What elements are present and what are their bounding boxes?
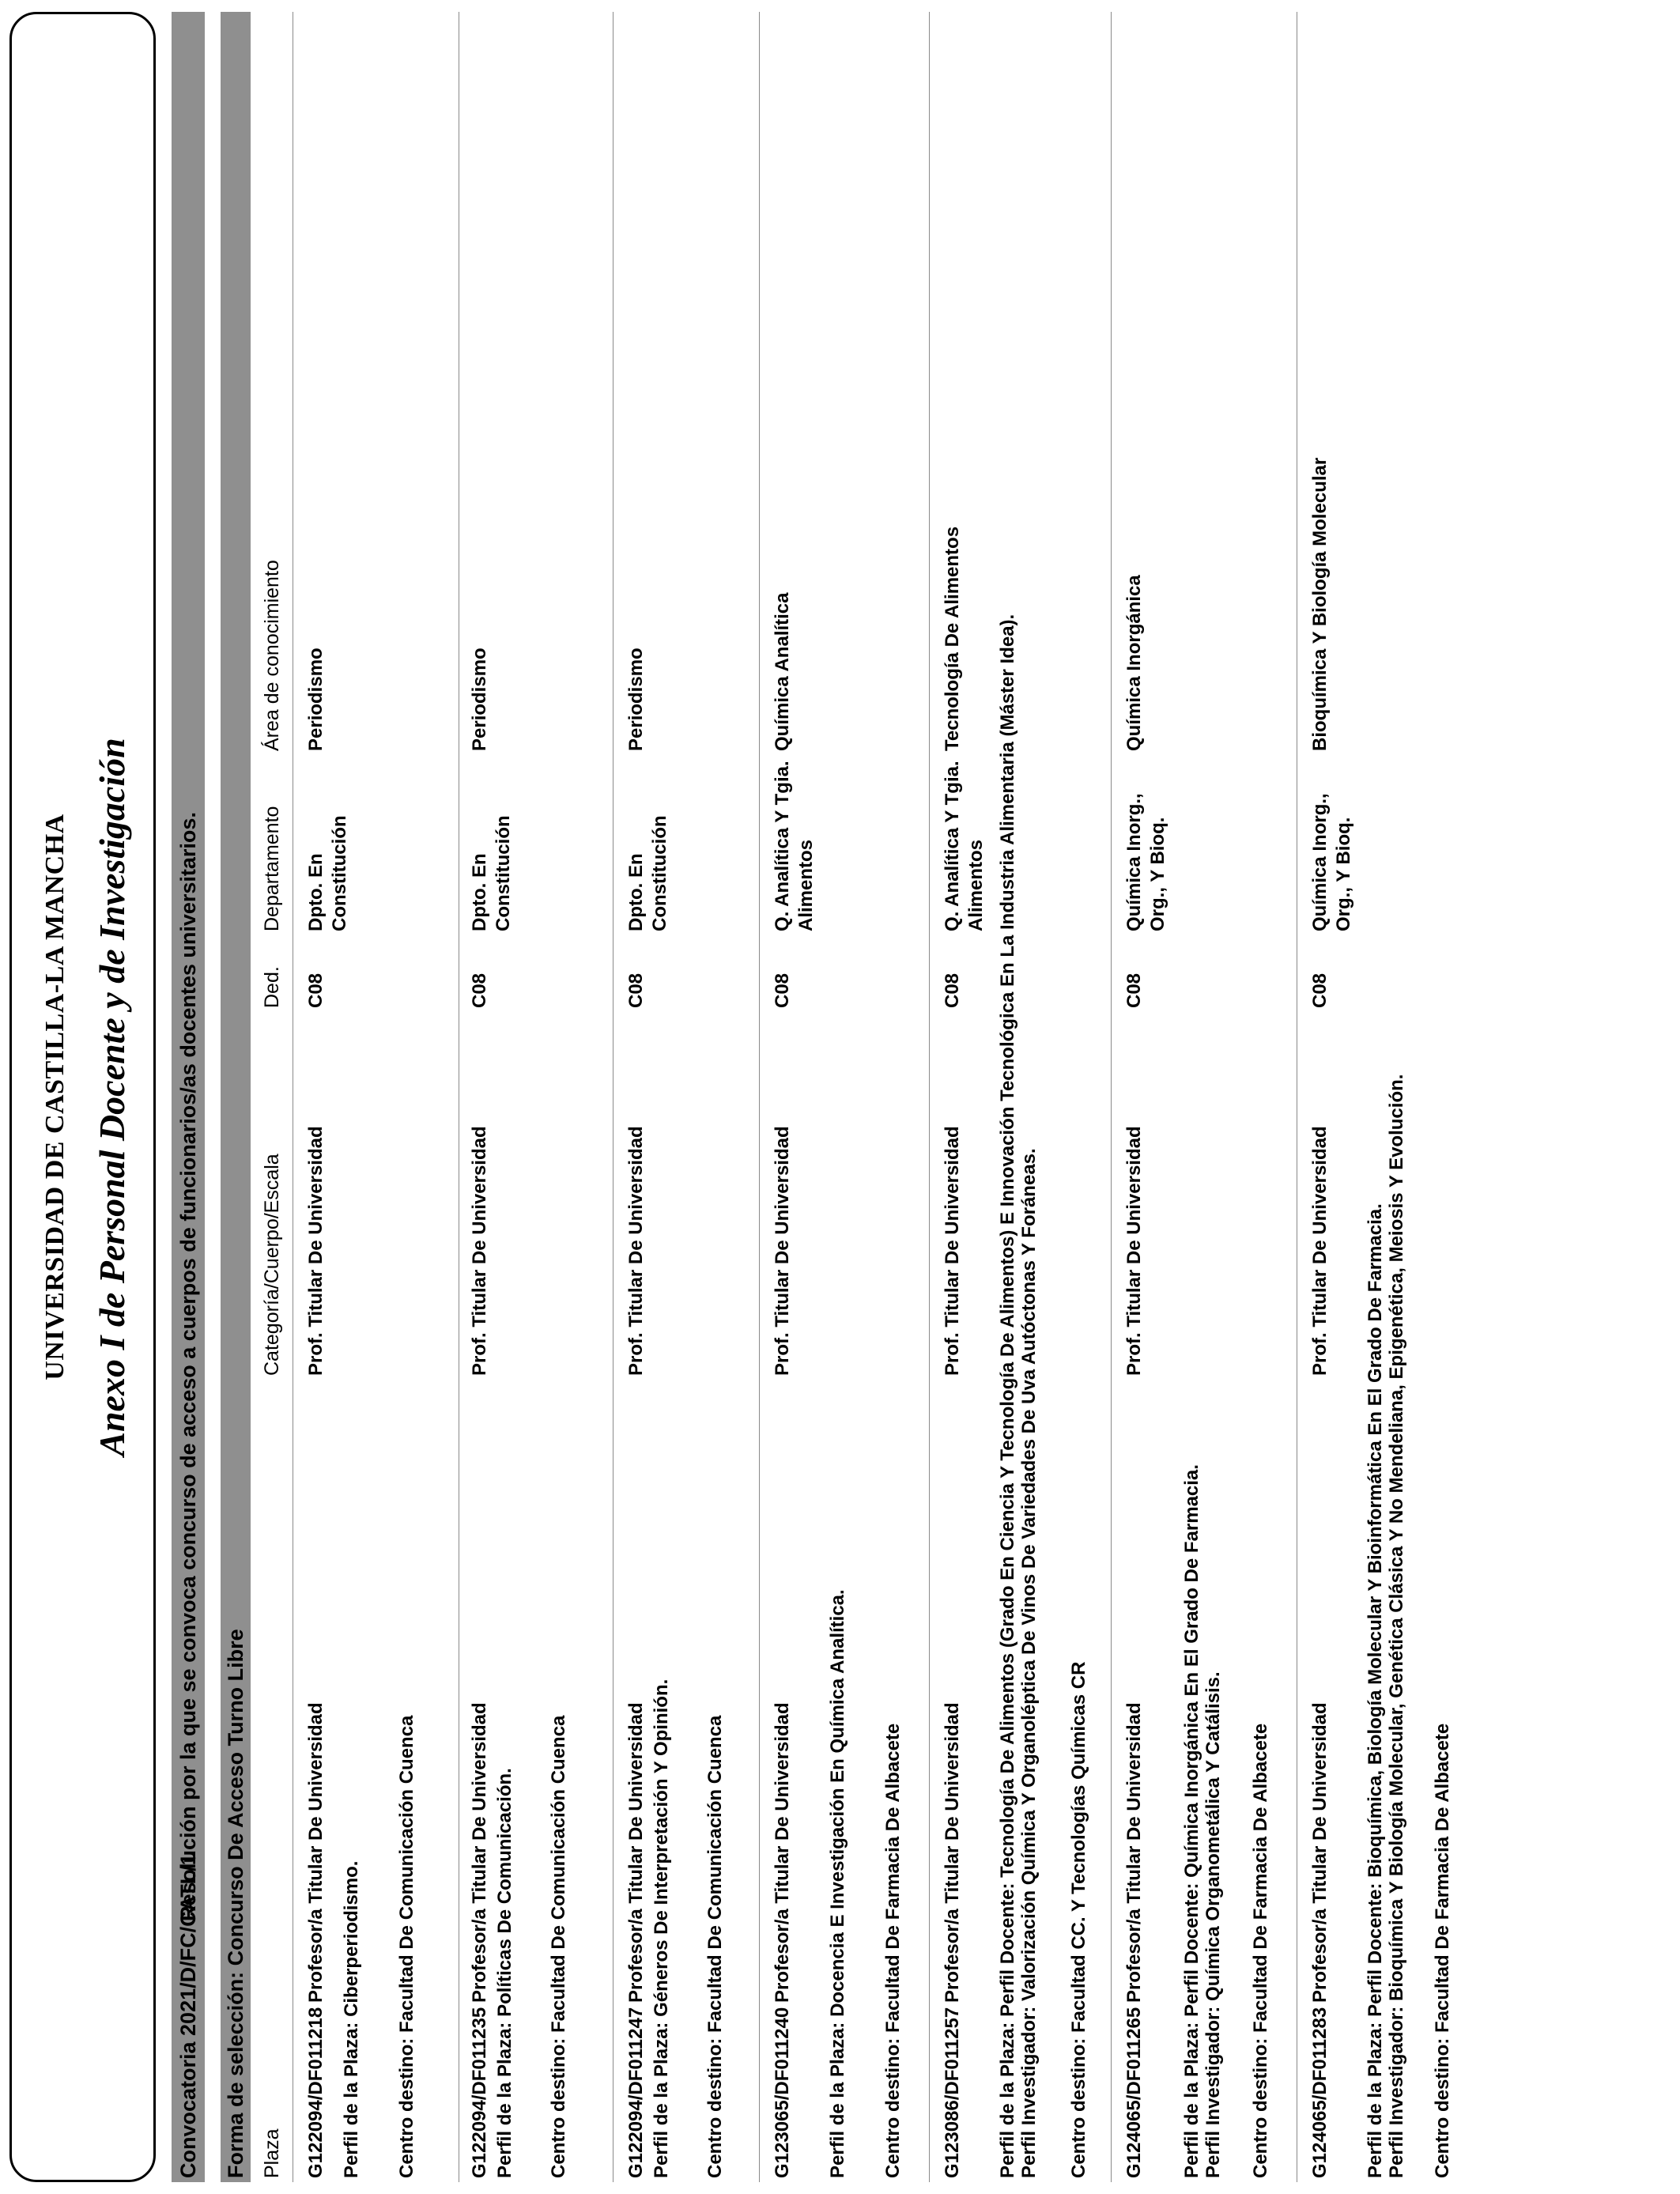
area-conocimiento: Tecnología De Alimentos bbox=[942, 526, 963, 751]
departamento: Dpto. En Constitución bbox=[625, 815, 670, 931]
plaza-code: G122094/DF011247 bbox=[625, 2007, 647, 2178]
row-separator bbox=[929, 12, 930, 2182]
area-conocimiento: Periodismo bbox=[305, 648, 327, 751]
departamento: Química Inorg., Org., Y Bioq. bbox=[1309, 793, 1354, 931]
centro-destino: Centro destino: Facultad De Farmacia De Albacete bbox=[1432, 1723, 1453, 2178]
perfil-line: Perfil de la Plaza: Ciberperiodismo. bbox=[341, 1860, 362, 2178]
column-header-area: Área de conocimiento bbox=[261, 560, 283, 751]
centro-destino: Centro destino: Facultad De Comunicación Cuenca bbox=[704, 1715, 726, 2178]
plaza-type: Profesor/a Titular De Universidad bbox=[942, 1702, 963, 2003]
centro-destino: Centro destino: Facultad De Farmacia De Albacete bbox=[882, 1723, 904, 2178]
column-header-plaza: Plaza bbox=[261, 2128, 283, 2178]
categoria: Prof. Titular De Universidad bbox=[1309, 1126, 1331, 1376]
table-row bbox=[1123, 12, 1297, 2182]
departamento: Química Inorg., Org., Y Bioq. bbox=[1123, 793, 1168, 931]
plaza-type: Profesor/a Titular De Universidad bbox=[625, 1702, 647, 2003]
plaza-type: Profesor/a Titular De Universidad bbox=[1309, 1702, 1331, 2003]
plaza-type: Profesor/a Titular De Universidad bbox=[1123, 1702, 1145, 2003]
plaza-code: G123065/DF011240 bbox=[772, 2007, 793, 2178]
university-title: UNIVERSIDAD DE CASTILLA-LA MANCHA bbox=[40, 814, 70, 1380]
table-row bbox=[304, 12, 451, 2182]
table-row bbox=[1308, 12, 1478, 2182]
area-conocimiento: Química Analítica bbox=[772, 592, 793, 751]
categoria: Prof. Titular De Universidad bbox=[469, 1126, 490, 1376]
plaza-type: Profesor/a Titular De Universidad bbox=[772, 1702, 793, 2003]
convocatoria-band bbox=[172, 12, 205, 2182]
centro-destino: Centro destino: Facultad De Comunicación Cuenca bbox=[396, 1715, 417, 2178]
table-row bbox=[771, 12, 929, 2182]
table-row bbox=[941, 12, 1111, 2182]
annex-title: Anexo I de Personal Docente y de Investigación bbox=[92, 738, 132, 1456]
plaza-type: Profesor/a Titular De Universidad bbox=[305, 1702, 327, 2003]
selection-form-band bbox=[221, 12, 251, 2182]
dedicacion: C08 bbox=[469, 972, 490, 1008]
area-conocimiento: Periodismo bbox=[625, 648, 647, 751]
centro-destino: Centro destino: Facultad CC. Y Tecnologías Químicas CR bbox=[1068, 1661, 1089, 2178]
plaza-code: G124065/DF011265 bbox=[1123, 2007, 1145, 2178]
dedicacion: C08 bbox=[942, 972, 963, 1008]
perfil-line: Perfil de la Plaza: Géneros De Interpretación Y Opinión. bbox=[651, 1679, 672, 2178]
dedicacion: C08 bbox=[625, 972, 647, 1008]
convocatoria-code: Convocatoria 2021/D/FC/CATL/1 bbox=[176, 1853, 200, 2178]
plaza-type: Profesor/a Titular De Universidad bbox=[469, 1702, 490, 2003]
selection-form: Forma de selección: Concurso De Acceso Turno Libre bbox=[224, 1629, 247, 2178]
categoria: Prof. Titular De Universidad bbox=[625, 1126, 647, 1376]
perfil-line: Perfil Investigador: Química Organometálica Y Catálisis. bbox=[1202, 1671, 1224, 2178]
perfil-line: Perfil de la Plaza: Perfil Docente: Química Inorgánica En El Grado De Farmacia. bbox=[1181, 1464, 1202, 2178]
dedicacion: C08 bbox=[772, 972, 793, 1008]
dedicacion: C08 bbox=[305, 972, 327, 1008]
row-separator bbox=[1111, 12, 1112, 2182]
plaza-code: G122094/DF011235 bbox=[469, 2007, 490, 2178]
departamento: Q. Analítica Y Tgia. Alimentos bbox=[772, 761, 817, 931]
dedicacion: C08 bbox=[1309, 972, 1331, 1008]
table-row bbox=[625, 12, 759, 2182]
categoria: Prof. Titular De Universidad bbox=[305, 1126, 327, 1376]
categoria: Prof. Titular De Universidad bbox=[772, 1126, 793, 1376]
dedicacion: C08 bbox=[1123, 972, 1145, 1008]
categoria: Prof. Titular De Universidad bbox=[942, 1126, 963, 1376]
perfil-line: Perfil de la Plaza: Políticas De Comunicación. bbox=[494, 1768, 515, 2178]
column-header-ded: Ded. bbox=[261, 966, 283, 1008]
area-conocimiento: Bioquímica Y Biología Molecular bbox=[1309, 457, 1331, 751]
departamento: Dpto. En Constitución bbox=[305, 815, 350, 931]
plaza-code: G124065/DF011283 bbox=[1309, 2007, 1331, 2178]
area-conocimiento: Química Inorgánica bbox=[1123, 575, 1145, 751]
column-headers bbox=[261, 12, 293, 2182]
perfil-line: Perfil de la Plaza: Docencia E Investigación En Química Analítica. bbox=[827, 1589, 848, 2178]
column-header-categoria: Categoría/Cuerpo/Escala bbox=[261, 1154, 283, 1376]
header-box bbox=[9, 12, 156, 2182]
perfil-line: Perfil de la Plaza: Perfil Docente: Tecnología De Alimentos (Grado En Ciencia Y Tecnología De Alimentos) E Innovación Tecnológica En La Industria Alimentaria (Máster Idea). bbox=[997, 614, 1018, 2178]
perfil-line: Perfil Investigador: Bioquímica Y Biología Molecular, Genética Clásica Y No Mendeliana, Epigenética, Meiosis Y Evolución. bbox=[1386, 1074, 1407, 2178]
plaza-code: G122094/DF011218 bbox=[305, 2007, 327, 2178]
categoria: Prof. Titular De Universidad bbox=[1123, 1126, 1145, 1376]
perfil-line: Perfil de la Plaza: Perfil Docente: Bioquímica, Biología Molecular Y Bioinformática En El Grado De Farmacia. bbox=[1365, 1203, 1386, 2178]
departamento: Q. Analítica Y Tgia. Alimentos bbox=[942, 761, 987, 931]
departamento: Dpto. En Constitución bbox=[469, 815, 514, 931]
centro-destino: Centro destino: Facultad De Comunicación Cuenca bbox=[548, 1715, 569, 2178]
column-header-departamento: Departamento bbox=[261, 806, 283, 931]
perfil-line: Perfil Investigador: Valorización Química Y Organoléptica De Vinos De Variedades De Uva Autóctonas Y Foráneas. bbox=[1018, 1148, 1040, 2178]
plaza-code: G123086/DF011257 bbox=[942, 2007, 963, 2178]
centro-destino: Centro destino: Facultad De Farmacia De Albacete bbox=[1250, 1723, 1271, 2178]
area-conocimiento: Periodismo bbox=[469, 648, 490, 751]
convocatoria-resolution: Resolución por la que se convoca concurso de acceso a cuerpos de funcionarios/as docentes universitarios. bbox=[176, 812, 200, 1921]
table-row bbox=[468, 12, 614, 2182]
row-separator bbox=[759, 12, 760, 2182]
